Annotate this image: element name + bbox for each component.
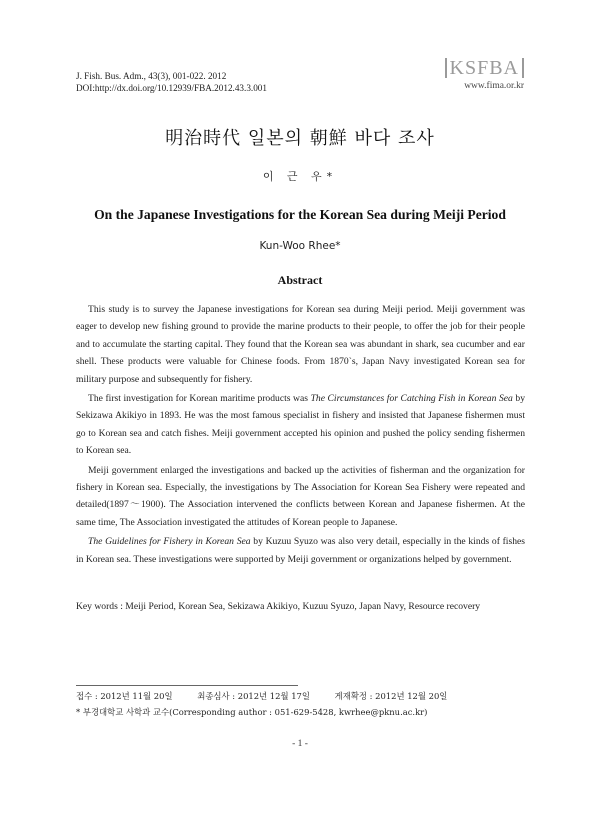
accepted-date: 게재확정 : 2012년 12월 20일 [334,691,448,701]
abstract-paragraph-2 [76,390,525,460]
abstract-p4-rest: by Kuzuu Syuzo was also very detail, especially in the kinds of fishes in Korean sea. These investigations were supported by Meiji government or organizations helped by government. [76,536,525,565]
doi-line: DOI:http://dx.doi.org/10.12939/FBA.2012.43.3.001 [76,83,267,93]
abstract-paragraph-1: This study is to survey the Japanese investigations for Korean sea during Meiji period. Meiji government was eager to develop new fishing ground to provide the marine products to their people, to offer the job for their people and to accumulate the starting capital. They found that the Korean sea was abundant in shark, sea cucumber and ear shell. These products were valuable for Chinese foods. From 1870`s, Japan Navy investigated Korean sea for military purpose and subsequently for fishery. [76,304,525,385]
publisher-website: www.fima.or.kr [464,81,524,91]
footnote-divider [76,685,298,686]
abstract-body [76,301,525,570]
corresponding-author-note: * 부경대학교 사학과 교수(Corresponding author : 051-629-5428, kwrhee@pknu.ac.kr) [76,707,428,717]
abstract-paragraph-4 [76,533,525,568]
title-english: On the Japanese Investigations for the Korean Sea during Meiji Period [94,207,506,222]
abstract-p2-intro: The first investigation for Korean maritime products was [88,393,311,405]
abstract-p2-book-title: The Circumstances for Catching Fish in Korean Sea [310,393,513,405]
received-date: 접수 : 2012년 11월 20일 [76,691,173,701]
abstract-paragraph-3: Meiji government enlarged the investigations and backed up the activities of fisherman and the organization for fishery in Korean sea. Especially, the investigations by The Association for Korean Sea Fishery were repeated and detailed(1897～1900). The Association intervened the conflicts between Korean and Japanese fishermen. At the same time, The Association investigated the attitudes of Korean people to Japanese. [76,464,525,528]
author-english: Kun-Woo Rhee* [259,240,341,252]
journal-citation [76,70,267,94]
submission-dates [76,690,469,702]
publisher-block [445,58,524,91]
author-korean: 이 근 우* [262,170,338,183]
journal-line: J. Fish. Bus. Adm., 43(3), 001-022. 2012 [76,71,227,81]
title-korean: 明治時代 일본의 朝鮮 바다 조사 [165,128,435,149]
ksfba-logo: KSFBA [445,58,524,78]
revised-date: 최종심사 : 2012년 12월 17일 [197,691,310,701]
page-number: - 1 - [292,739,308,749]
abstract-heading: Abstract [277,273,323,287]
keywords: Key words : Meiji Period, Korean Sea, Sekizawa Akikiyo, Kuzuu Syuzo, Japan Navy, Resource recovery [76,601,481,612]
abstract-p2-rest: by Sekizawa Akikiyo in 1893. He was the most famous specialist in fishery and insisted that Japanese fishermen must go to Korean sea and catch fishes. Meiji government accepted his opinion and pushed the policy sending fishermen to Korean sea. [76,393,525,457]
abstract-p4-book-title: The Guidelines for Fishery in Korean Sea [88,536,251,548]
